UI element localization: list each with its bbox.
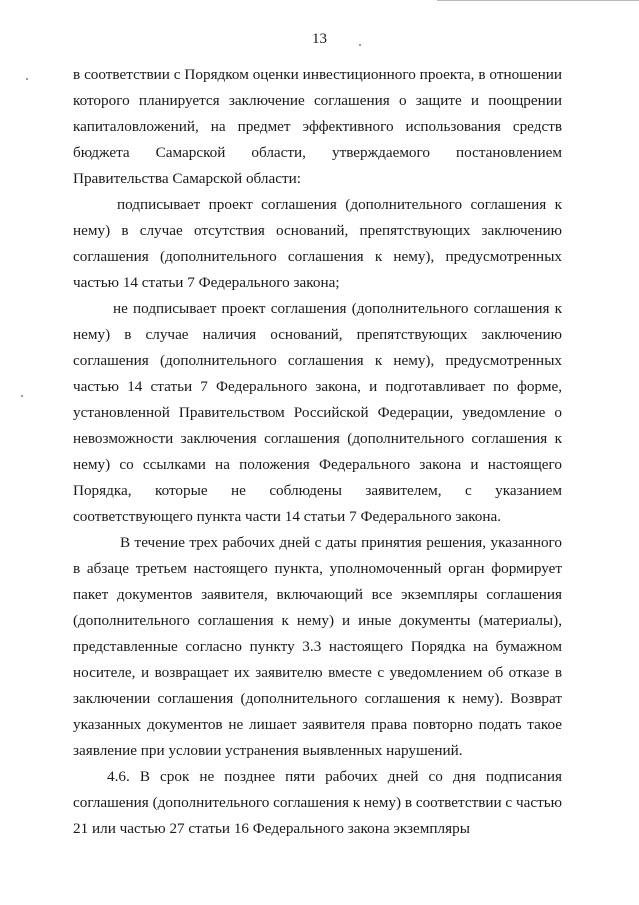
paragraph-section-4-6: 4.6. В срок не позднее пяти рабочих дней со дня подписания соглашения (дополнительного соглашения к нему) в соответствии с частью 21 или частью 27 статьи 16 Федерального закона экземпляры xyxy=(73,768,563,837)
scan-edge-line xyxy=(437,0,639,1)
paragraph-does-not-sign: не подписывает проект соглашения (дополнительного соглашения к нему) в случае наличия оснований, препятствующих заключению соглашения (дополнительного соглашения к нему), предусмотренных частью 14 статьи 7 Федерального закона, и подготавливает по форме, установленной Правительством Российской Федерации, уведомление о невозможности заключения соглашения (дополнительного соглашения к нему) со ссылками на положения Федерального закона и настоящего Порядка, которые не соблюдены заявителем, с указанием соответствующего пункта части 14 статьи 7 Федерального закона. xyxy=(73,300,562,525)
paragraph-intro: в соответствии с Порядком оценки инвестиционного проекта, в отношении которого планируется заключение соглашения о защите и поощрении капиталовложений, на предмет эффективного использования средств бюджета Самарской области, утверждаемого постановлением Правительства Самарской области: xyxy=(73,66,562,187)
paragraph-signs: подписывает проект соглашения (дополнительного соглашения к нему) в случае отсутствия оснований, препятствующих заключению соглашения (дополнительного соглашения к нему), предусмотренных частью 14 статьи 7 Федерального закона; xyxy=(73,196,562,291)
paragraph-return-documents: В течение трех рабочих дней с даты принятия решения, указанного в абзаце третьем настоящего пункта, уполномоченный орган формирует пакет документов заявителя, включающий все экземпляры соглашения (дополнительного соглашения к нему) и иные документы (материалы), представленные согласно пункту 3.3 настоящего Порядка на бумажном носителе, и возвращает их заявителю вместе с уведомлением об отказе в заключении соглашения (дополнительного соглашения к нему). Возврат указанных документов не лишает заявителя права повторно подать такое заявление при условии устранения выявленных нарушений. xyxy=(73,534,562,759)
page-number: 13 xyxy=(312,31,327,47)
scan-speck xyxy=(26,78,28,80)
scan-speck xyxy=(21,395,23,397)
